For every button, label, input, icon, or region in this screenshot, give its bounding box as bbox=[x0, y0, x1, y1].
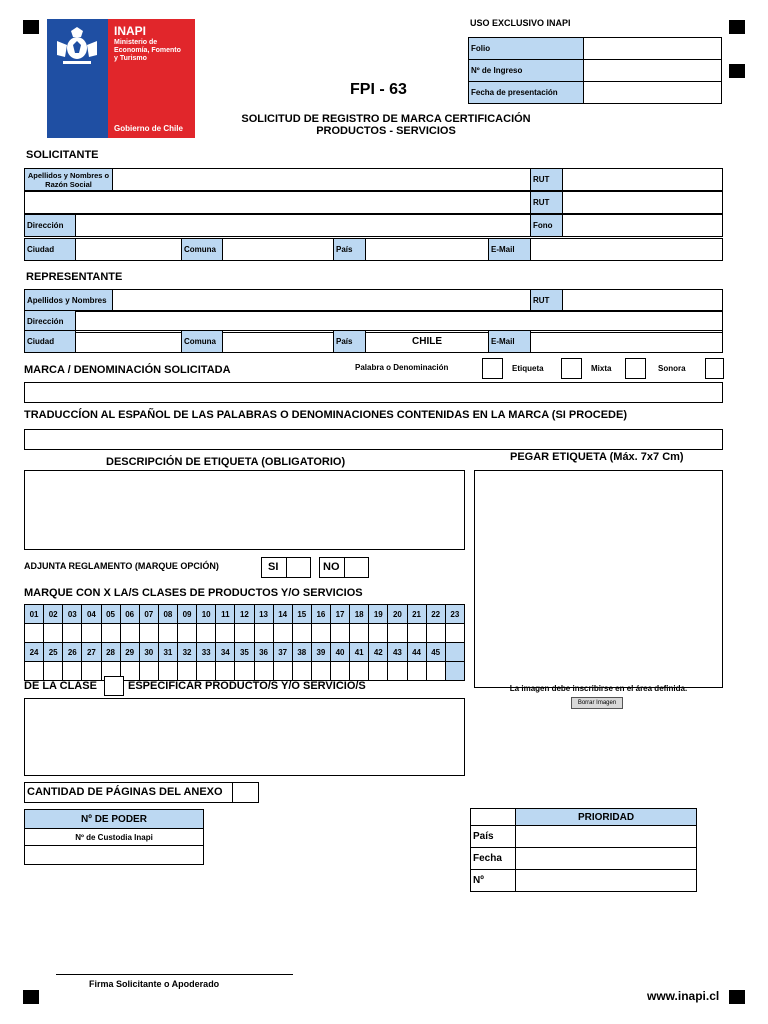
clase-number-cell: 02 bbox=[44, 605, 63, 624]
etiqueta-checkbox[interactable] bbox=[561, 358, 582, 379]
firma-line bbox=[56, 974, 293, 975]
form-code: FPI - 63 bbox=[350, 81, 407, 98]
representante-nombres-label: Apellidos y Nombres bbox=[25, 290, 113, 312]
folio-table bbox=[468, 37, 722, 104]
clase-number-cell: 36 bbox=[254, 643, 273, 662]
clase-mark-cell[interactable] bbox=[350, 624, 369, 643]
representante-heading: REPRESENTANTE bbox=[26, 271, 123, 283]
clases-table bbox=[24, 604, 465, 681]
reglamento-si-label: SI bbox=[268, 561, 279, 573]
clase-number-cell: 38 bbox=[292, 643, 311, 662]
clase-mark-cell[interactable] bbox=[273, 624, 292, 643]
clase-mark-cell[interactable] bbox=[426, 662, 445, 681]
clase-number-cell: 39 bbox=[311, 643, 330, 662]
mixta-checkbox[interactable] bbox=[625, 358, 646, 379]
borrar-imagen-button[interactable]: Borrar Imagen bbox=[571, 697, 623, 709]
clase-number-cell: 37 bbox=[273, 643, 292, 662]
clase-mark-cell[interactable] bbox=[407, 662, 426, 681]
de-la-clase-field[interactable] bbox=[104, 676, 124, 696]
reglamento-label: ADJUNTA REGLAMENTO (MARQUE OPCIÓN) bbox=[24, 561, 219, 571]
clase-number-cell: 29 bbox=[120, 643, 139, 662]
clase-mark-cell[interactable] bbox=[445, 624, 464, 643]
clase-number-cell: 22 bbox=[426, 605, 445, 624]
prioridad-table bbox=[470, 808, 697, 892]
clase-mark-cell[interactable] bbox=[311, 624, 330, 643]
clase-number-cell: 25 bbox=[44, 643, 63, 662]
representante-pais-label: País bbox=[334, 331, 366, 353]
prioridad-heading: PRIORIDAD bbox=[516, 809, 697, 826]
clase-number-cell: 10 bbox=[197, 605, 216, 624]
clase-number-cell: 14 bbox=[273, 605, 292, 624]
solicitante-email-label: E-Mail bbox=[489, 239, 531, 261]
fecha-presentacion-field[interactable] bbox=[584, 82, 722, 104]
solicitante-row-4 bbox=[24, 238, 723, 261]
solicitante-rut-field[interactable] bbox=[563, 169, 723, 191]
solicitante-comuna-field[interactable] bbox=[223, 239, 334, 261]
representante-ciudad-field[interactable] bbox=[76, 331, 182, 353]
clase-mark-cell[interactable] bbox=[426, 624, 445, 643]
clase-mark-cell[interactable] bbox=[139, 624, 158, 643]
clase-mark-cell[interactable] bbox=[216, 624, 235, 643]
solicitante-fono-field[interactable] bbox=[563, 215, 723, 237]
clase-number-cell: 08 bbox=[158, 605, 177, 624]
clase-number-cell: 18 bbox=[350, 605, 369, 624]
clase-number-cell: 04 bbox=[82, 605, 101, 624]
clases-number-row bbox=[25, 643, 465, 662]
prioridad-numero-label: Nº bbox=[471, 870, 516, 892]
coat-of-arms-icon bbox=[53, 27, 101, 65]
representante-email-field[interactable] bbox=[531, 331, 723, 353]
reglamento-si-box bbox=[261, 557, 311, 578]
clase-mark-cell[interactable] bbox=[388, 624, 407, 643]
solicitante-nombres-label bbox=[25, 169, 113, 191]
form-title-line2: PRODUCTOS - SERVICIOS bbox=[316, 125, 456, 137]
reglamento-no-checkbox[interactable] bbox=[344, 557, 369, 578]
poder-heading: Nº DE PODER bbox=[25, 810, 204, 829]
clase-number-cell: 07 bbox=[139, 605, 158, 624]
corner-marker-bottom-left bbox=[23, 990, 39, 1004]
clase-mark-cell[interactable] bbox=[292, 662, 311, 681]
representante-pais-field[interactable]: CHILE bbox=[366, 331, 489, 353]
reglamento-si-checkbox[interactable] bbox=[286, 557, 311, 578]
solicitante-row-1 bbox=[24, 168, 723, 191]
clase-mark-cell[interactable] bbox=[254, 662, 273, 681]
prioridad-numero-field[interactable] bbox=[516, 870, 697, 892]
clase-mark-cell[interactable] bbox=[82, 624, 101, 643]
clase-mark-cell[interactable] bbox=[101, 624, 120, 643]
logo-ministry: Ministerio de Economía, Fomento y Turismo bbox=[114, 39, 181, 62]
firma-label: Firma Solicitante o Apoderado bbox=[89, 979, 220, 989]
corner-marker-top-left bbox=[23, 20, 39, 34]
clase-number-cell: 21 bbox=[407, 605, 426, 624]
clase-mark-cell[interactable] bbox=[158, 624, 177, 643]
solicitante-ciudad-label: Ciudad bbox=[25, 239, 76, 261]
clase-mark-cell[interactable] bbox=[120, 624, 139, 643]
clase-mark-cell[interactable] bbox=[178, 662, 197, 681]
clase-mark-cell[interactable] bbox=[216, 662, 235, 681]
clase-mark-cell[interactable] bbox=[445, 662, 464, 681]
custodia-label: Nº de Custodia Inapi bbox=[25, 829, 204, 846]
clase-number-cell: 09 bbox=[178, 605, 197, 624]
clase-mark-cell[interactable] bbox=[311, 662, 330, 681]
clase-number-cell: 17 bbox=[331, 605, 350, 624]
clase-number-cell: 12 bbox=[235, 605, 254, 624]
representante-rut-label: RUT bbox=[531, 290, 563, 312]
solicitante-ciudad-field[interactable] bbox=[76, 239, 182, 261]
clase-number-cell: 15 bbox=[292, 605, 311, 624]
clase-number-cell: 24 bbox=[25, 643, 44, 662]
clase-number-cell: 30 bbox=[139, 643, 158, 662]
solicitante-email-field[interactable] bbox=[531, 239, 723, 261]
especificar-label: ESPECIFICAR PRODUCTO/S Y/O SERVICIO/S bbox=[128, 680, 366, 692]
anexo-label: CANTIDAD DE PÁGINAS DEL ANEXO bbox=[27, 786, 223, 798]
clase-mark-cell[interactable] bbox=[44, 624, 63, 643]
sonora-label: Sonora bbox=[658, 364, 686, 373]
pegar-etiqueta-area[interactable] bbox=[474, 470, 723, 688]
website-link[interactable]: www.inapi.cl bbox=[647, 989, 720, 1003]
marca-heading: MARCA / DENOMINACIÓN SOLICITADA bbox=[24, 364, 231, 376]
clases-mark-row bbox=[25, 624, 465, 643]
clase-mark-cell[interactable] bbox=[158, 662, 177, 681]
clase-number-cell: 19 bbox=[369, 605, 388, 624]
representante-comuna-field[interactable] bbox=[223, 331, 334, 353]
clase-mark-cell[interactable] bbox=[63, 662, 82, 681]
clase-number-cell: 11 bbox=[216, 605, 235, 624]
logo-org-name: INAPI bbox=[114, 24, 147, 38]
anexo-box bbox=[24, 782, 259, 803]
clase-mark-cell[interactable] bbox=[25, 624, 44, 643]
clase-number-cell: 45 bbox=[426, 643, 445, 662]
marca-field[interactable] bbox=[24, 382, 723, 403]
clase-number-cell: 28 bbox=[101, 643, 120, 662]
representante-rut-field[interactable] bbox=[563, 290, 723, 312]
solicitante-nombres-field-2[interactable] bbox=[25, 192, 531, 214]
clase-number-cell: 32 bbox=[178, 643, 197, 662]
traduccion-heading: TRADUCCÍON AL ESPAÑOL DE LAS PALABRAS O DENOMINACIONES CONTENIDAS EN LA MARCA (SI PROCEDE) bbox=[24, 409, 627, 421]
representante-comuna-label: Comuna bbox=[182, 331, 223, 353]
solicitante-direccion-label: Dirección bbox=[25, 215, 76, 237]
clase-mark-cell[interactable] bbox=[235, 624, 254, 643]
clases-number-row bbox=[25, 605, 465, 624]
solicitante-row-2 bbox=[24, 191, 723, 214]
clase-number-cell: 16 bbox=[311, 605, 330, 624]
prioridad-pais-label: País bbox=[471, 826, 516, 848]
clase-number-cell: 31 bbox=[158, 643, 177, 662]
pegar-note: La imagen debe inscribirse en el área definida. bbox=[509, 684, 688, 693]
solicitante-rut-label: RUT bbox=[531, 169, 563, 191]
clase-mark-cell[interactable] bbox=[350, 662, 369, 681]
solicitante-nombres-field[interactable] bbox=[113, 169, 531, 191]
solicitante-heading: SOLICITANTE bbox=[26, 149, 99, 161]
traduccion-field[interactable] bbox=[24, 429, 723, 450]
clase-mark-cell[interactable] bbox=[139, 662, 158, 681]
clase-mark-cell[interactable] bbox=[44, 662, 63, 681]
solicitante-nombres-text: Apellidos y Nombres o Razón Social bbox=[27, 170, 110, 189]
clase-number-cell: 26 bbox=[63, 643, 82, 662]
solicitante-fono-label: Fono bbox=[531, 215, 563, 237]
palabra-checkbox[interactable] bbox=[482, 358, 503, 379]
solicitante-pais-field[interactable] bbox=[366, 239, 489, 261]
clase-number-cell: 03 bbox=[63, 605, 82, 624]
clase-mark-cell[interactable] bbox=[178, 624, 197, 643]
clase-number-cell: 06 bbox=[120, 605, 139, 624]
folio-label: Folio bbox=[469, 38, 584, 60]
clase-number-cell: 43 bbox=[388, 643, 407, 662]
clase-number-cell: 23 bbox=[445, 605, 464, 624]
corner-marker-bottom-right bbox=[729, 990, 745, 1004]
clase-mark-cell[interactable] bbox=[235, 662, 254, 681]
solicitante-direccion-field[interactable] bbox=[76, 215, 531, 237]
mixta-label: Mixta bbox=[591, 364, 612, 373]
clase-number-cell: 42 bbox=[369, 643, 388, 662]
ingreso-field[interactable] bbox=[584, 60, 722, 82]
clase-number-cell: 13 bbox=[254, 605, 273, 624]
palabra-label: Palabra o Denominación bbox=[355, 363, 449, 372]
clase-number-cell: 41 bbox=[350, 643, 369, 662]
representante-direccion-label: Dirección bbox=[25, 311, 76, 333]
clases-mark-row bbox=[25, 662, 465, 681]
clase-mark-cell[interactable] bbox=[292, 624, 311, 643]
anexo-field[interactable] bbox=[232, 782, 259, 803]
corner-marker-top-right bbox=[729, 20, 745, 34]
clase-mark-cell[interactable] bbox=[331, 662, 350, 681]
folio-field[interactable] bbox=[584, 38, 722, 60]
clase-mark-cell[interactable] bbox=[273, 662, 292, 681]
representante-row-3 bbox=[24, 330, 723, 353]
prioridad-blank-cell bbox=[471, 809, 516, 826]
representante-email-label: E-Mail bbox=[489, 331, 531, 353]
especificar-field[interactable] bbox=[24, 698, 465, 776]
clase-number-cell: 44 bbox=[407, 643, 426, 662]
reglamento-no-label: NO bbox=[323, 561, 340, 573]
de-la-clase-label: DE LA CLASE bbox=[24, 680, 97, 692]
clase-number-cell bbox=[445, 643, 464, 662]
clase-number-cell: 20 bbox=[388, 605, 407, 624]
descripcion-heading: DESCRIPCIÓN DE ETIQUETA (OBLIGATORIO) bbox=[106, 456, 346, 468]
clase-number-cell: 27 bbox=[82, 643, 101, 662]
reglamento-no-box bbox=[319, 557, 369, 578]
solicitante-row-3 bbox=[24, 214, 723, 237]
clase-mark-cell[interactable] bbox=[254, 624, 273, 643]
clases-heading: MARQUE CON X LA/S CLASES DE PRODUCTOS Y/O SERVICIOS bbox=[24, 587, 363, 599]
clase-number-cell: 34 bbox=[216, 643, 235, 662]
clase-number-cell: 01 bbox=[25, 605, 44, 624]
solicitante-rut-field-2[interactable] bbox=[563, 192, 723, 214]
clase-number-cell: 40 bbox=[331, 643, 350, 662]
prioridad-fecha-field[interactable] bbox=[516, 848, 697, 870]
form-title-line1: SOLICITUD DE REGISTRO DE MARCA CERTIFICACIÓN bbox=[241, 113, 531, 125]
solicitante-rut-label-2: RUT bbox=[531, 192, 563, 214]
prioridad-fecha-label: Fecha bbox=[471, 848, 516, 870]
sonora-checkbox[interactable] bbox=[705, 358, 724, 379]
clase-mark-cell[interactable] bbox=[197, 624, 216, 643]
prioridad-pais-field[interactable] bbox=[516, 826, 697, 848]
uso-exclusivo-label: USO EXCLUSIVO INAPI bbox=[470, 18, 571, 28]
solicitante-comuna-label: Comuna bbox=[182, 239, 223, 261]
ingreso-label: Nº de Ingreso bbox=[469, 60, 584, 82]
descripcion-field[interactable] bbox=[24, 470, 465, 550]
clase-mark-cell[interactable] bbox=[369, 662, 388, 681]
representante-row-1 bbox=[24, 289, 723, 312]
pegar-heading: PEGAR ETIQUETA (Máx. 7x7 Cm) bbox=[510, 451, 684, 463]
side-marker-right bbox=[729, 64, 745, 78]
clase-number-cell: 05 bbox=[101, 605, 120, 624]
clase-mark-cell[interactable] bbox=[369, 624, 388, 643]
clase-mark-cell[interactable] bbox=[63, 624, 82, 643]
representante-ciudad-label: Ciudad bbox=[25, 331, 76, 353]
clase-mark-cell[interactable] bbox=[197, 662, 216, 681]
etiqueta-label: Etiqueta bbox=[512, 364, 544, 373]
clase-mark-cell[interactable] bbox=[82, 662, 101, 681]
solicitante-pais-label: País bbox=[334, 239, 366, 261]
clase-mark-cell[interactable] bbox=[331, 624, 350, 643]
clase-number-cell: 33 bbox=[197, 643, 216, 662]
poder-table bbox=[24, 809, 204, 865]
clase-mark-cell[interactable] bbox=[388, 662, 407, 681]
representante-nombres-field[interactable] bbox=[113, 290, 531, 312]
inapi-logo bbox=[47, 19, 195, 138]
clase-number-cell: 35 bbox=[235, 643, 254, 662]
clase-mark-cell[interactable] bbox=[407, 624, 426, 643]
logo-government: Gobierno de Chile bbox=[114, 124, 183, 133]
custodia-field[interactable] bbox=[25, 846, 204, 865]
clase-mark-cell[interactable] bbox=[25, 662, 44, 681]
fecha-presentacion-label: Fecha de presentación bbox=[469, 82, 584, 104]
